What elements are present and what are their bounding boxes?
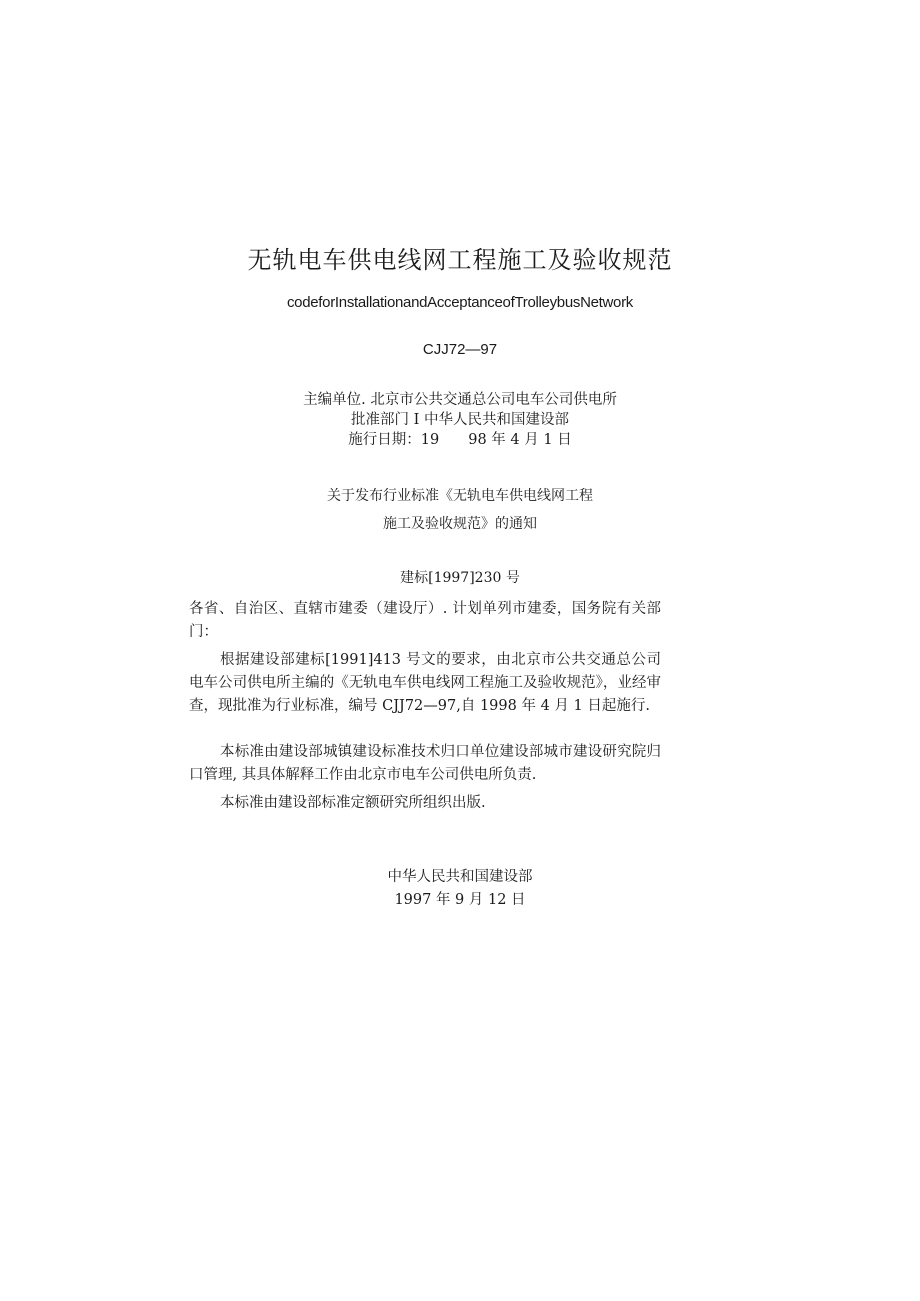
document-number: 建标[1997]230 号 — [400, 570, 520, 586]
notice-title-line-2: 施工及验收规范》的通知 — [383, 516, 537, 532]
paragraph-approval: 根据建设部建标[1991]413 号文的要求，由北京市公共交通总公司电车公司供电所主编的《无轨电车供电线网工程施工及验收规范》，业经审查，现批准为行业标准，编号 CJJ72—97,自 1998 年 4 月 1 日起施行. — [189, 652, 661, 714]
signature-organization: 中华人民共和国建设部 — [387, 869, 533, 885]
standard-code: CJJ72—97 — [422, 341, 498, 358]
effective-date: 施行日期：19 98 年 4 月 1 日 — [348, 432, 572, 448]
document-title-english: codeforInstallationandAcceptanceofTrolleybusNetwork — [286, 294, 633, 311]
document-title: 无轨电车供电线网工程施工及验收规范 — [247, 246, 673, 274]
notice-title-line-1: 关于发布行业标准《无轨电车供电线网工程 — [327, 488, 593, 504]
paragraph-management: 本标准由建设部城镇建设标准技术归口单位建设部城市建设研究院归口管理, 其具体解释工作由北京市电车公司供电所负责. — [189, 744, 661, 783]
approving-department: 批准部门 I 中华人民共和国建设部 — [351, 412, 569, 428]
chief-editor-unit: 主编单位. 北京市公共交通总公司电车公司供电所 — [303, 392, 617, 408]
paragraph-publication: 本标准由建设部标准定额研究所组织出版. — [220, 795, 486, 811]
paragraph-addressees: 各省、自治区、直辖市建委（建设厅）. 计划单列市建委，国务院有关部门： — [189, 601, 661, 640]
signature-date: 1997 年 9 月 12 日 — [394, 892, 526, 908]
